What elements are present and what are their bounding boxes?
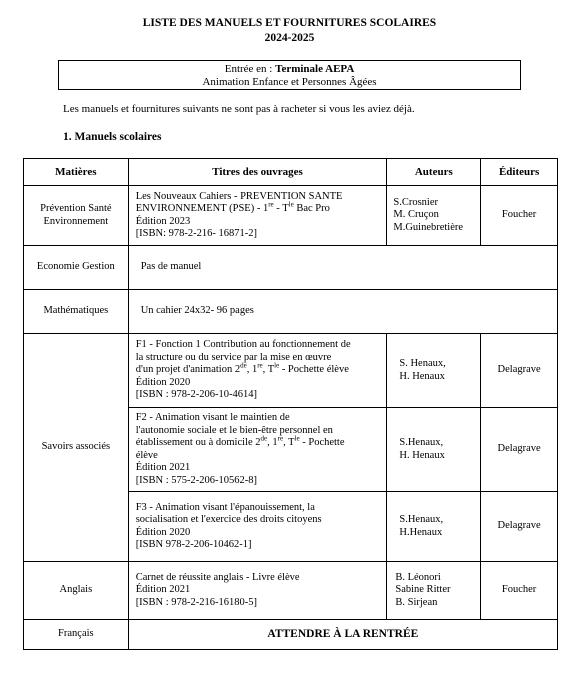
auteurs-cell <box>387 562 481 620</box>
editeur-cell: Delagrave <box>481 492 558 562</box>
matiere-cell: Prévention Santé Environnement <box>24 186 129 246</box>
auteur-name: H.Henaux <box>399 526 443 538</box>
title-line-2: 2024-2025 <box>264 32 315 44</box>
titre-line: [ISBN: 978-2-216- 16871-2] <box>135 228 258 239</box>
auteur-name: S.Henaux, <box>399 514 444 525</box>
auteur-name: H. Henaux <box>399 370 445 382</box>
titre-line: [ISBN : 978-2-216-16180-5] <box>135 596 258 608</box>
titre-line: Édition 2020 <box>135 526 191 538</box>
auteur-name: H. Henaux <box>399 449 445 461</box>
titre-cell <box>128 334 387 408</box>
titre-line: Édition 2021 <box>135 584 191 596</box>
titre-line: la structure ou du service par la mise en œuvre <box>135 351 332 363</box>
titre-line: [ISBN : 575-2-206-10562-8] <box>135 474 258 486</box>
manuels-table <box>23 158 558 650</box>
header-matieres: Matières <box>24 159 129 186</box>
entry-class: Terminale AEPA <box>275 63 355 75</box>
auteur-name: S.Henaux, <box>399 437 444 448</box>
titre-line: d'un projet d'animation 2de, 1re, $T^{le}$ - Pochette élève <box>135 361 349 376</box>
table-row <box>24 620 558 650</box>
titre-line: [ISBN 978-2-206-10462-1] <box>135 539 252 550</box>
matiere-cell: Français <box>24 620 129 650</box>
entry-subtitle: Animation Enfance et Personnes Âgées <box>202 76 377 88</box>
table-row <box>24 562 558 620</box>
matiere-cell: Anglais <box>24 562 129 620</box>
titre-line: Édition 2023 <box>135 215 191 227</box>
titre-line: [ISBN : 978-2-206-10-4614] <box>135 389 258 401</box>
entry-line <box>59 63 520 76</box>
auteurs-cell <box>387 408 481 492</box>
table-header-row <box>24 159 558 186</box>
auteur-name: M. Cruçon <box>393 209 439 221</box>
matiere-cell: Savoirs associés <box>24 334 129 562</box>
header-auteurs: Auteurs <box>387 159 481 186</box>
titre-cell <box>128 492 387 562</box>
titre-line: Carnet de réussite anglais - Livre élève <box>135 571 300 583</box>
titre-line: Édition 2020 <box>135 376 191 388</box>
document-title <box>0 16 579 46</box>
editeur-cell: Foucher <box>481 186 558 246</box>
titre-cell: Pas de manuel <box>128 246 557 290</box>
editeur-cell: Delagrave <box>481 408 558 492</box>
auteurs-cell <box>387 186 481 246</box>
titre-line: Édition 2021 <box>135 462 191 473</box>
header-editeurs: Éditeurs <box>481 159 558 186</box>
auteur-name: M.Guinebretière <box>393 221 464 233</box>
editeur-cell: Foucher <box>481 562 558 620</box>
editeur-cell: Delagrave <box>481 334 558 408</box>
titre-line: l'autonomie sociale et le bien-être personnel en <box>135 424 333 436</box>
auteur-name: B. Sirjean <box>395 596 438 608</box>
table-row <box>24 186 558 246</box>
header-titres: Titres des ouvrages <box>128 159 387 186</box>
matiere-cell: Economie Gestion <box>24 246 129 290</box>
titre-line: Les Nouveaux Cahiers - PREVENTION SANTE <box>135 190 343 202</box>
titre-cell <box>128 186 387 246</box>
auteurs-cell <box>387 334 481 408</box>
table-row <box>24 290 558 334</box>
titre-line: établissement ou à domicile 2de, 1re, $T^{le}$ - Pochette <box>135 434 345 448</box>
auteurs-cell <box>387 492 481 562</box>
auteur-name: Sabine Ritter <box>395 584 451 596</box>
titre-cell <box>128 408 387 492</box>
auteur-name: B. Léonori <box>395 571 441 583</box>
intro-text: Les manuels et fournitures suivants ne sont pas à racheter si vous les aviez déjà. <box>63 103 415 115</box>
titre-cell <box>128 562 387 620</box>
titre-line: ENVIRONNEMENT $(PSE) - 1re - T^{le}$ Bac Pro <box>135 200 330 214</box>
titre-line: élève <box>135 449 158 461</box>
section-title: 1. Manuels scolaires <box>63 131 162 143</box>
title-line-1: LISTE DES MANUELS ET FOURNITURES SCOLAIRES <box>142 17 437 29</box>
titre-line: F2 - Animation visant le maintien de <box>135 412 290 423</box>
titre-line: F1 - Fonction 1 Contribution au fonctionnement de <box>135 339 351 351</box>
titre-cell: Un cahier 24x32- 96 pages <box>128 290 557 334</box>
titre-line: socialisation et l'exercice des droits citoyens <box>135 514 322 525</box>
matiere-cell: Mathématiques <box>24 290 129 334</box>
entry-label: Entrée en : <box>224 63 276 75</box>
auteur-name: S.Crosnier <box>393 196 438 208</box>
entry-box <box>58 60 521 90</box>
titre-cell: ATTENDRE À LA RENTRÉE <box>128 620 557 650</box>
titre-line: F3 - Animation visant l'épanouissement, la <box>135 501 315 513</box>
table-row <box>24 334 558 408</box>
table-row <box>24 246 558 290</box>
auteur-name: S. Henaux, <box>399 358 446 369</box>
